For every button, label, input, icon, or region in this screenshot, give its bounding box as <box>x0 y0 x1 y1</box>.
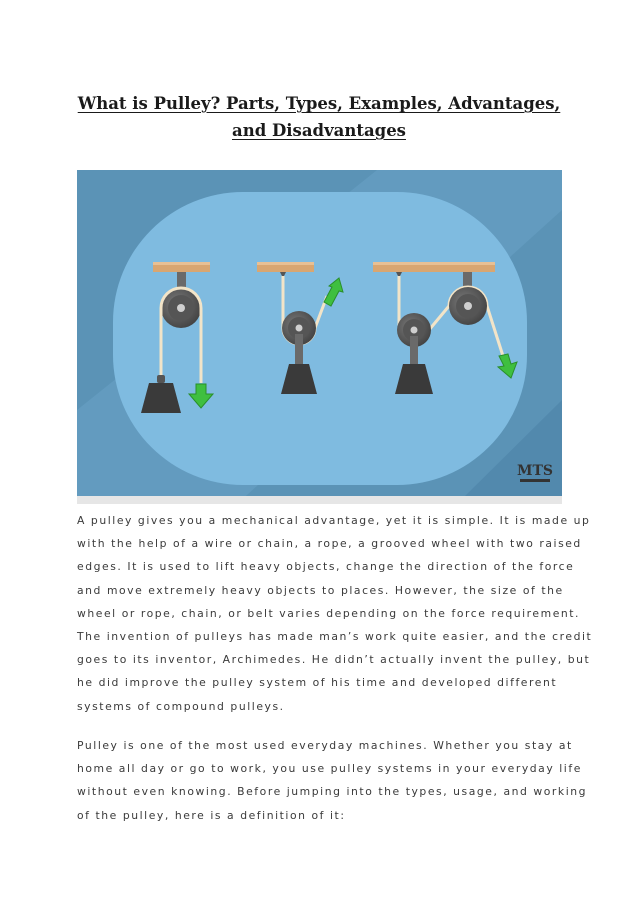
paragraph-line: wheel or rope, chain, or belt varies depending on the force requirement. <box>77 606 581 620</box>
bottom-band <box>77 496 562 504</box>
second-paragraph <box>77 734 588 827</box>
paragraph-line: without even knowing. Before jumping into the types, usage, and working <box>77 785 588 799</box>
paragraph-line: systems of compound pulleys. <box>77 699 285 713</box>
background-panel <box>113 192 527 485</box>
intro-paragraph <box>77 509 593 718</box>
title-line-2: and Disadvantages <box>232 121 406 140</box>
paragraph-line: of the pulley, here is a definition of it: <box>77 808 346 822</box>
title-line-1: What is Pulley? Parts, Types, Examples, Advantages, <box>77 94 561 113</box>
paragraph-line: he did improve the pulley system of his time and developed different <box>77 676 558 690</box>
logo-text: MTS <box>516 463 554 479</box>
paragraph-line: goes to its inventor, Archimedes. He didn’t actually invent the pulley, but <box>77 653 591 667</box>
paragraph-line: with the help of a wire or chain, a rope, a grooved wheel with two raised <box>77 537 582 551</box>
paragraph-line: The invention of pulleys has made man’s work quite easier, and the credit <box>77 630 593 644</box>
paragraph-line: Pulley is one of the most used everyday machines. Whether you stay at <box>77 739 573 752</box>
paragraph-line: A pulley gives you a mechanical advantage, yet it is simple. It is made up <box>77 514 591 527</box>
paragraph-line: and move extremely heavy objects to places. However, the size of the <box>77 583 564 597</box>
brand-logo <box>517 463 553 482</box>
paragraph-line: edges. It is used to lift heavy objects, change the direction of the force <box>77 560 575 574</box>
pulley-types-illustration <box>77 170 562 504</box>
paragraph-line: home all day or go to work, you use pulley systems in your everyday life <box>77 762 582 776</box>
page-title <box>60 90 578 144</box>
